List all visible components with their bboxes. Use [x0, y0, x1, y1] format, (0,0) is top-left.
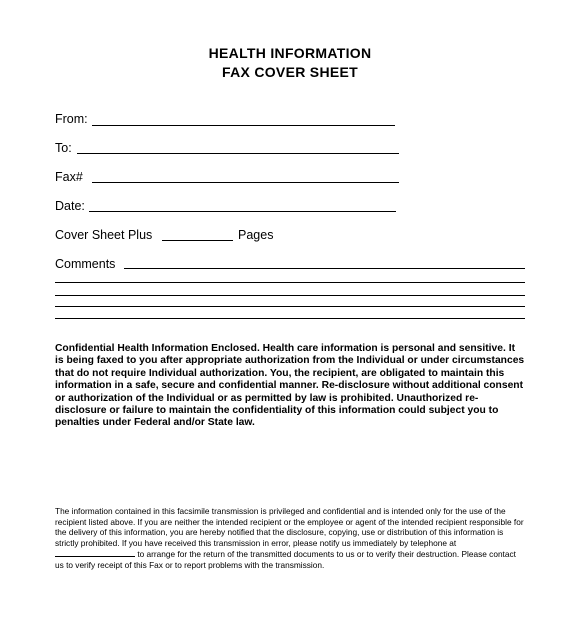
to-label: To: — [55, 141, 72, 155]
phone-number-line[interactable] — [55, 548, 135, 557]
date-line[interactable] — [89, 211, 396, 212]
comments-line-1[interactable] — [124, 268, 525, 269]
comments-line-3[interactable] — [55, 295, 525, 296]
title-line-1: HEALTH INFORMATION — [208, 45, 372, 61]
fax-line[interactable] — [92, 182, 399, 183]
date-label: Date: — [55, 199, 85, 213]
privacy-notice — [55, 506, 525, 570]
fax-label: Fax# — [55, 170, 83, 184]
confidential-notice: Confidential Health Information Enclosed. Health care information is personal and sensitive. It is being faxed to you after appropriate authorization from the Individual or under circumstances that do not require Individual authorization. You, the recipient, are obligated to maintain this information in a safe, secure and confidential manner. Re-disclosure without additional consent or authorization of the Individual or as permitted by law is prohibited. Unauthorized re-disclosure or failure to maintain the confidentiality of this information could subject you to penalties under Federal and/or State law. — [55, 343, 525, 429]
comments-line-2[interactable] — [55, 282, 525, 283]
from-label: From: — [55, 112, 88, 126]
comments-line-5[interactable] — [55, 318, 525, 319]
comments-label: Comments — [55, 257, 116, 271]
cover-sheet-label: Cover Sheet Plus — [55, 228, 153, 242]
comments-line-4[interactable] — [55, 306, 525, 307]
title-line-2: FAX COVER SHEET — [222, 64, 358, 80]
from-line[interactable] — [92, 125, 395, 126]
page-count-line[interactable] — [162, 240, 233, 241]
privacy-notice-text-1: The information contained in this facsimile transmission is privileged and confidential and is intended only for the use of the recipient listed above. If you are neither the intended recipient or the employee or agent of the intended recipient responsible for the delivery of this information, you are hereby notified that the disclosure, copying, use or distribution of this information is strictly prohibited. If you have received this transmission in error, please notify us immediately by telephone at — [55, 506, 524, 548]
to-line[interactable] — [77, 153, 399, 154]
privacy-notice-text-2: to arrange for the return of the transmitted documents to us or to verify their destruction. Please contact us to verify receipt of this Fax or to report problems with the transmission. — [55, 549, 516, 570]
pages-label: Pages — [238, 228, 274, 242]
